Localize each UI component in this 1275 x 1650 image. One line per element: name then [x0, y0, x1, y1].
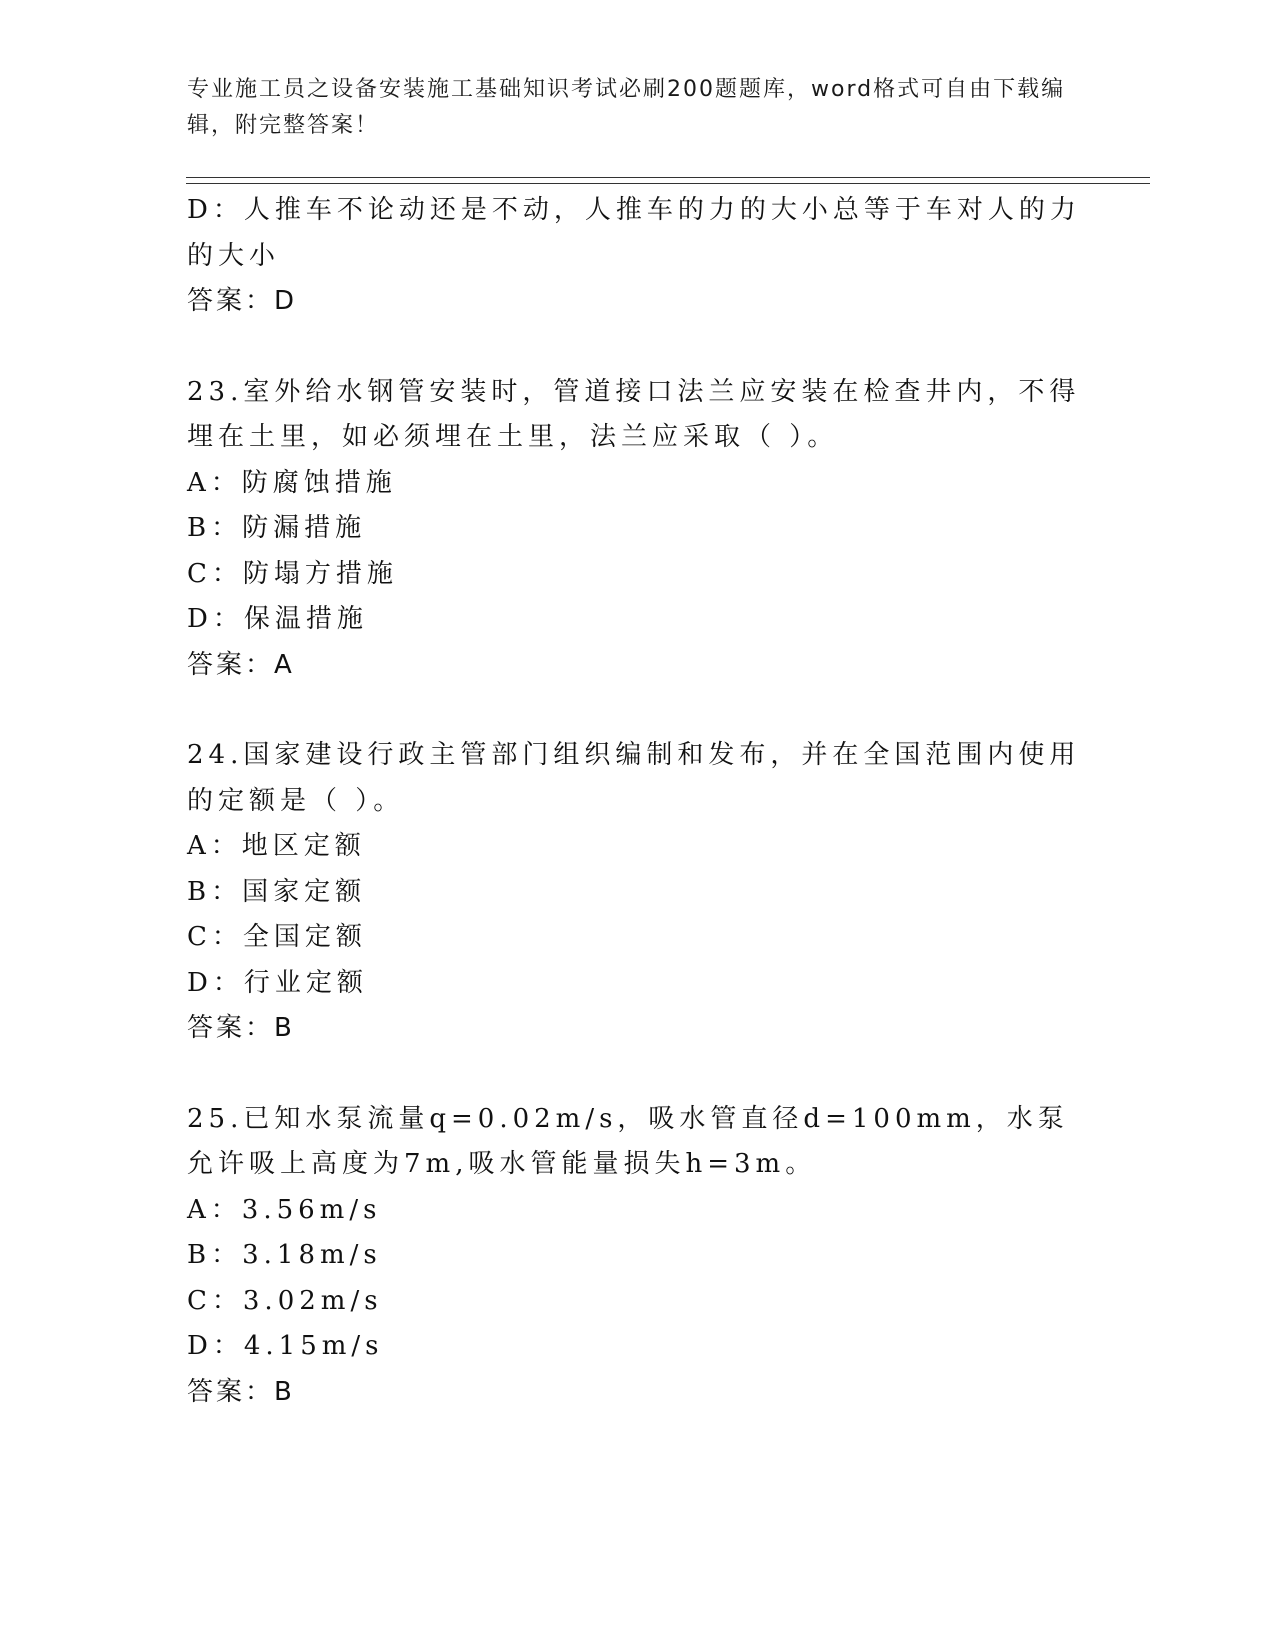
option-d: D：4.15m/s	[187, 1331, 384, 1361]
question-24	[187, 733, 1087, 1052]
option-b: B：防漏措施	[187, 513, 367, 543]
document-body	[187, 188, 1087, 1415]
answer-line: 答案：B	[187, 1013, 295, 1043]
option-a: A：地区定额	[187, 831, 366, 861]
header-divider-bottom	[186, 183, 1150, 184]
option-b: B：3.18m/s	[187, 1240, 382, 1270]
question-stem: 24.国家建设行政主管部门组织编制和发布，并在全国范围内使用的定额是（ ）。	[187, 740, 1081, 816]
header-divider-top	[186, 177, 1150, 178]
question-stem: 23.室外给水钢管安装时，管道接口法兰应安装在检查井内，不得埋在土里，如必须埋在土里，法兰应采取（ ）。	[187, 376, 1081, 452]
answer-line: 答案：A	[187, 649, 295, 680]
question-25	[187, 1097, 1087, 1416]
option-c: C：全国定额	[187, 922, 367, 952]
question-23	[187, 370, 1087, 689]
option-c: C：3.02m/s	[187, 1285, 383, 1316]
option-b: B：国家定额	[187, 876, 367, 907]
option-d: D：行业定额	[187, 967, 368, 998]
option-a: A：3.56m/s	[187, 1194, 382, 1225]
option-a: A：防腐蚀措施	[187, 467, 397, 498]
spacer	[187, 688, 1087, 733]
option-c: C：防塌方措施	[187, 558, 398, 589]
option-d: D：人推车不论动还是不动，人推车的力的大小总等于车对人的力的大小	[187, 195, 1081, 271]
answer-line: 答案：B	[187, 1376, 295, 1407]
option-d: D：保温措施	[187, 604, 368, 634]
header-title: 专业施工员之设备安装施工基础知识考试必刷200题题库，word格式可自由下载编辑，附完整答案！	[187, 77, 1066, 138]
question-stem: 25.已知水泵流量q=0.02m/s，吸水管直径d=100mm，水泵允许吸上高度为7m,吸水管能量损失h=3m。	[187, 1103, 1069, 1179]
document-header	[187, 72, 1067, 144]
answer-line: 答案：D	[187, 286, 298, 316]
spacer	[187, 325, 1087, 370]
previous-question-tail	[187, 188, 1087, 325]
spacer	[187, 1052, 1087, 1097]
